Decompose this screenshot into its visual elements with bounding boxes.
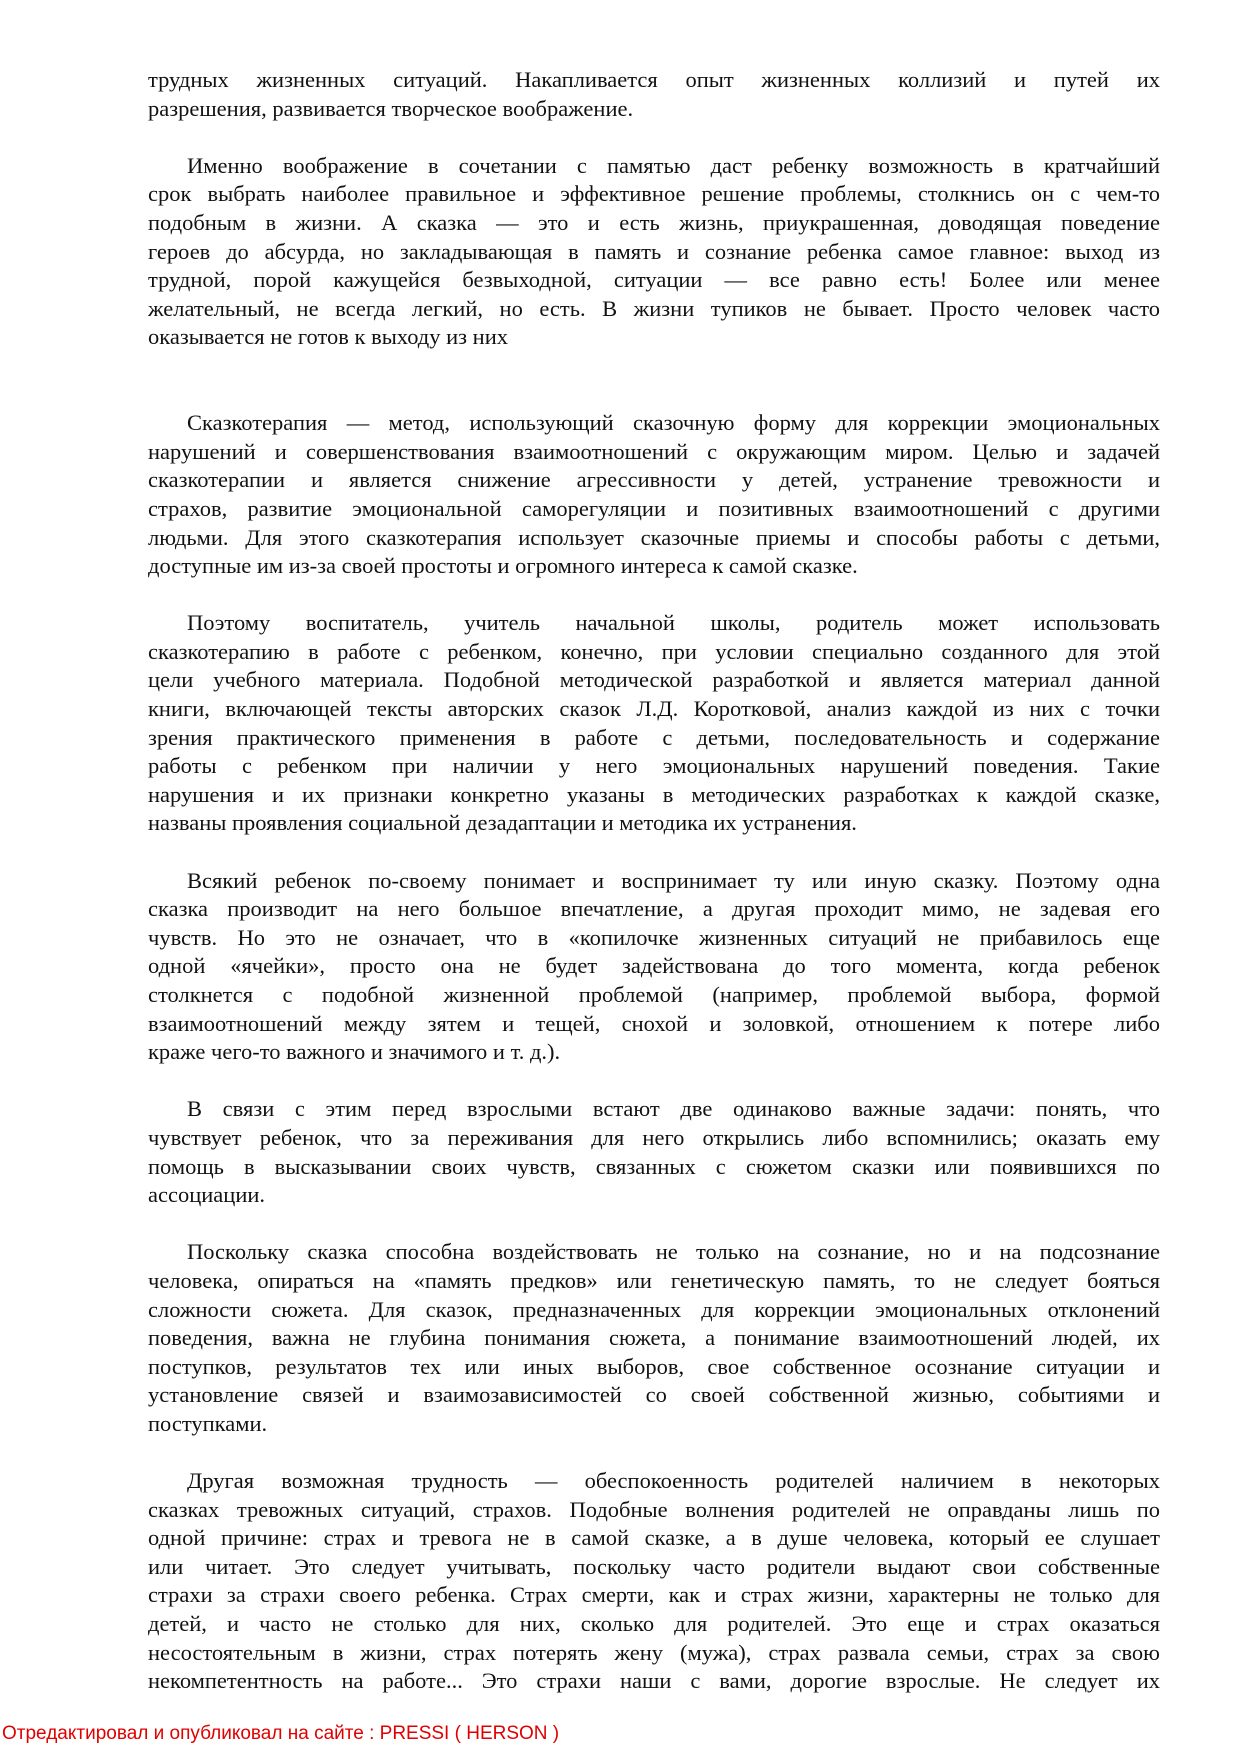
text-line: книги, включающей тексты авторских сказок Л.Д. Коротковой, анализ каждой из них с точки (148, 696, 1160, 722)
text-line: человека, опираться на «память предков» или генетическую память, то не следует бояться (148, 1267, 1160, 1293)
text-line: страхов, развитие эмоциональной саморегуляции и позитивных взаимоотношений с другими (148, 495, 1160, 521)
text-line: сказках тревожных ситуаций, страхов. Подобные волнения родителей не оправданы лишь по (148, 1496, 1160, 1522)
paragraph (148, 867, 1160, 1067)
paragraph (148, 152, 1160, 352)
paragraph (148, 1095, 1160, 1209)
text-line: названы проявления социальной дезадаптации и методика их устранения. (148, 810, 857, 836)
text-line: трудной, порой кажущейся безвыходной, ситуации — все равно есть! Более или менее (148, 267, 1160, 293)
text-line: сказкотерапии и является снижение агрессивности у детей, устранение тревожности и (148, 467, 1160, 493)
text-line: несостоятельным в жизни, страх потерять жену (мужа), страх развала семьи, страх за свою (148, 1639, 1160, 1665)
text-line: сказка производит на него большое впечатление, а другая проходит мимо, не задевая его (148, 896, 1160, 922)
text-line: сказкотерапию в работе с ребенком, конечно, при условии специально созданного для этой (148, 638, 1160, 664)
paragraph (148, 66, 1160, 123)
text-line: помощь в высказывании своих чувств, связанных с сюжетом сказки или появившихся по (148, 1153, 1160, 1179)
text-line: Всякий ребенок по-своему понимает и воспринимает ту или иную сказку. Поэтому одна (187, 867, 1160, 893)
text-line: Именно воображение в сочетании с памятью даст ребенку возможность в кратчайший (187, 152, 1160, 178)
text-line: некомпетентность на работе... Это страхи наши с вами, дорогие взрослые. Не следует их (148, 1668, 1160, 1694)
text-line: подобным в жизни. А сказка — это и есть жизнь, приукрашенная, доводящая поведение (148, 209, 1160, 235)
paragraph (148, 609, 1160, 838)
text-line: желательный, не всегда легкий, но есть. В жизни тупиков не бывает. Просто человек часто (148, 295, 1160, 321)
text-line: нарушений и совершенствования взаимоотношений с окружающим миром. Целью и задачей (148, 438, 1160, 464)
text-line: зрения практического применения в работе с детьми, последовательность и содержание (148, 724, 1160, 750)
text-line: В связи с этим перед взрослыми встают две одинаково важные задачи: понять, что (187, 1096, 1160, 1122)
text-line: поступками. (148, 1410, 268, 1436)
paragraph (148, 1467, 1160, 1696)
text-line: установление связей и взаимозависимостей со своей собственной жизнью, событиями и (148, 1382, 1160, 1408)
text-line: срок выбрать наиболее правильное и эффективное решение проблемы, столкнись он с чем-то (148, 181, 1160, 207)
text-line: чувствует ребенок, что за переживания для него открылись либо вспомнились; оказать ему (148, 1124, 1160, 1150)
text-line: поступков, результатов тех или иных выборов, свое собственное осознание ситуации и (148, 1353, 1160, 1379)
publisher-footer: Отредактировал и опубликовал на сайте : PRESSI ( HERSON ) (2, 1723, 560, 1744)
text-line: людьми. Для этого сказкотерапия использует сказочные приемы и способы работы с детьми, (148, 524, 1160, 550)
text-line: нарушения и их признаки конкретно указаны в методических разработках к каждой сказке, (148, 781, 1160, 807)
text-line: Поэтому воспитатель, учитель начальной школы, родитель может использовать (187, 610, 1160, 636)
document-body (148, 66, 1160, 1696)
text-line: одной причине: страх и тревога не в самой сказке, а в душе человека, который ее слушает (148, 1525, 1160, 1551)
text-line: Сказкотерапия — метод, использующий сказочную форму для коррекции эмоциональных (187, 410, 1160, 436)
paragraph (148, 409, 1160, 581)
text-line: героев до абсурда, но закладывающая в память и сознание ребенка самое главное: выход из (148, 238, 1160, 264)
text-line: разрешения, развивается творческое воображение. (148, 95, 634, 121)
text-line: или читает. Это следует учитывать, поскольку часто родители выдают свои собственные (148, 1553, 1160, 1579)
text-line: детей, и часто не столько для них, сколько для родителей. Это еще и страх оказаться (148, 1611, 1160, 1637)
text-line: чувств. Но это не означает, что в «копилочке жизненных ситуаций не прибавилось еще (148, 924, 1160, 950)
text-line: доступные им из-за своей простоты и огромного интереса к самой сказке. (148, 553, 858, 579)
text-line: краже чего-то важного и значимого и т. д.). (148, 1039, 561, 1065)
text-line: трудных жизненных ситуаций. Накапливается опыт жизненных коллизий и путей их (148, 67, 1160, 92)
text-line: взаимоотношений между зятем и тещей, снохой и золовкой, отношением к потере либо (148, 1010, 1160, 1036)
text-line: оказывается не готов к выходу из них (148, 324, 509, 350)
text-line: одной «ячейки», просто она не будет задействована до того момента, когда ребенок (148, 953, 1160, 979)
text-line: ассоциации. (148, 1182, 266, 1208)
text-line: цели учебного материала. Подобной методической разработкой и является материал данной (148, 667, 1160, 693)
text-line: Поскольку сказка способна воздействовать не только на сознание, но и на подсознание (187, 1239, 1160, 1265)
text-line: столкнется с подобной жизненной проблемой (например, проблемой выбора, формой (148, 982, 1160, 1007)
text-line: страхи за страхи своего ребенка. Страх смерти, как и страх жизни, характерны не только для (148, 1582, 1160, 1608)
paragraph (148, 1238, 1160, 1438)
text-line: поведения, важна не глубина понимания сюжета, а понимание взаимоотношений людей, их (148, 1325, 1160, 1351)
text-line: сложности сюжета. Для сказок, предназначенных для коррекции эмоциональных отклонений (148, 1296, 1160, 1322)
text-line: Другая возможная трудность — обеспокоенность родителей наличием в некоторых (187, 1468, 1160, 1494)
text-line: работы с ребенком при наличии у него эмоциональных нарушений поведения. Такие (148, 753, 1160, 779)
